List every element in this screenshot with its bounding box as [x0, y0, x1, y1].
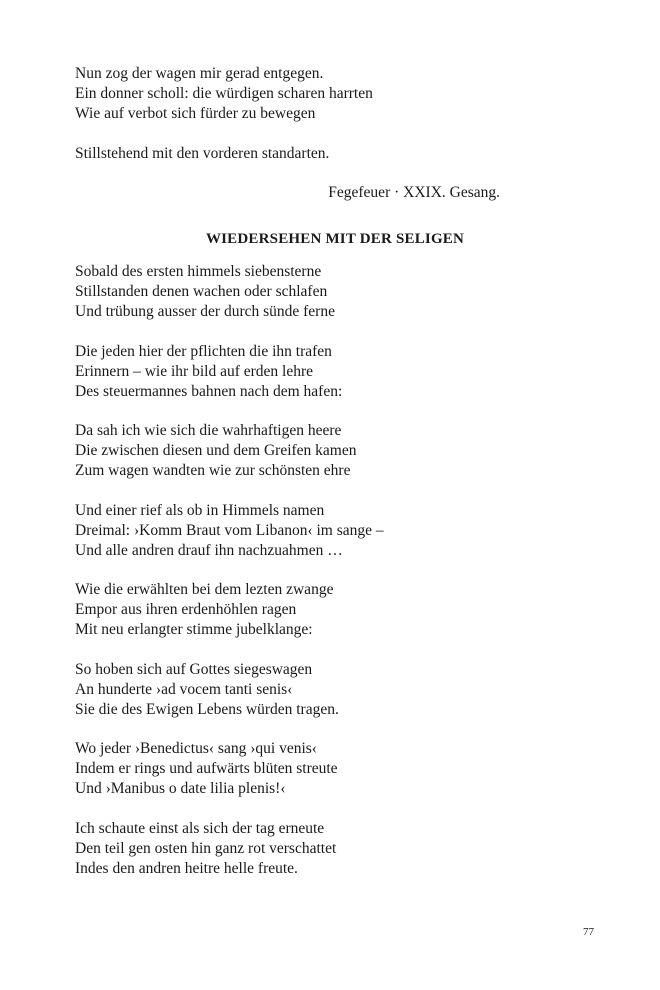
- verse-line: Indem er rings und aufwärts blüten streute: [75, 760, 338, 777]
- verse-line: Ein donner scholl: die würdigen scharen harrten: [75, 85, 373, 102]
- verse-line: Indes den andren heitre helle freute.: [75, 860, 298, 877]
- verse-line: Und trübung ausser der durch sünde ferne: [75, 303, 335, 320]
- verse-line: So hoben sich auf Gottes siegeswagen: [75, 661, 313, 678]
- verse-line: Wo jeder ›Benedictus‹ sang ›qui venis‹: [75, 740, 317, 757]
- verse-line: Des steuermannes bahnen nach dem hafen:: [75, 383, 343, 400]
- verse-line: Zum wagen wandten wie zur schönsten ehre: [75, 462, 351, 479]
- verse-line: Wie auf verbot sich fürder zu bewegen: [75, 105, 316, 122]
- verse-line: Und alle andren drauf ihn nachzuahmen …: [75, 542, 343, 559]
- verse-line: Und ›Manibus o date lilia plenis!‹: [75, 780, 286, 797]
- verse-line: Dreimal: ›Komm Braut vom Libanon‹ im sange –: [75, 522, 384, 539]
- verse-line: Empor aus ihren erdenhöhlen ragen: [75, 601, 297, 618]
- verse-line: Mit neu erlangter stimme jubelklange:: [75, 621, 313, 638]
- verse-line: Stillstehend mit den vorderen standarten.: [75, 145, 330, 162]
- verse-line: An hunderte ›ad vocem tanti senis‹: [75, 681, 293, 698]
- verse-line: Ich schaute einst als sich der tag erneute: [75, 820, 325, 837]
- verse-line: Die zwischen diesen und dem Greifen kamen: [75, 442, 357, 459]
- verse-line: Und einer rief als ob in Himmels namen: [75, 502, 325, 519]
- verse-line: Sobald des ersten himmels siebensterne: [75, 263, 322, 280]
- verse-line: Den teil gen osten hin ganz rot verschattet: [75, 840, 337, 857]
- verse-line: Nun zog der wagen mir gerad entgegen.: [75, 65, 324, 82]
- page-number: 77: [583, 926, 594, 938]
- verse-line: Sie die des Ewigen Lebens würden tragen.: [75, 701, 339, 718]
- verse-line: Erinnern – wie ihr bild auf erden lehre: [75, 363, 314, 380]
- verse-line: Die jeden hier der pflichten die ihn trafen: [75, 343, 332, 360]
- verse-line: Wie die erwählten bei dem lezten zwange: [75, 581, 334, 598]
- verse-line: Stillstanden denen wachen oder schlafen: [75, 283, 328, 300]
- verse-line: Da sah ich wie sich die wahrhaftigen heere: [75, 422, 342, 439]
- poem-title: WIEDERSEHEN MIT DER SELIGEN: [205, 231, 465, 247]
- source-citation: Fegefeuer · XXIX. Gesang.: [328, 184, 500, 201]
